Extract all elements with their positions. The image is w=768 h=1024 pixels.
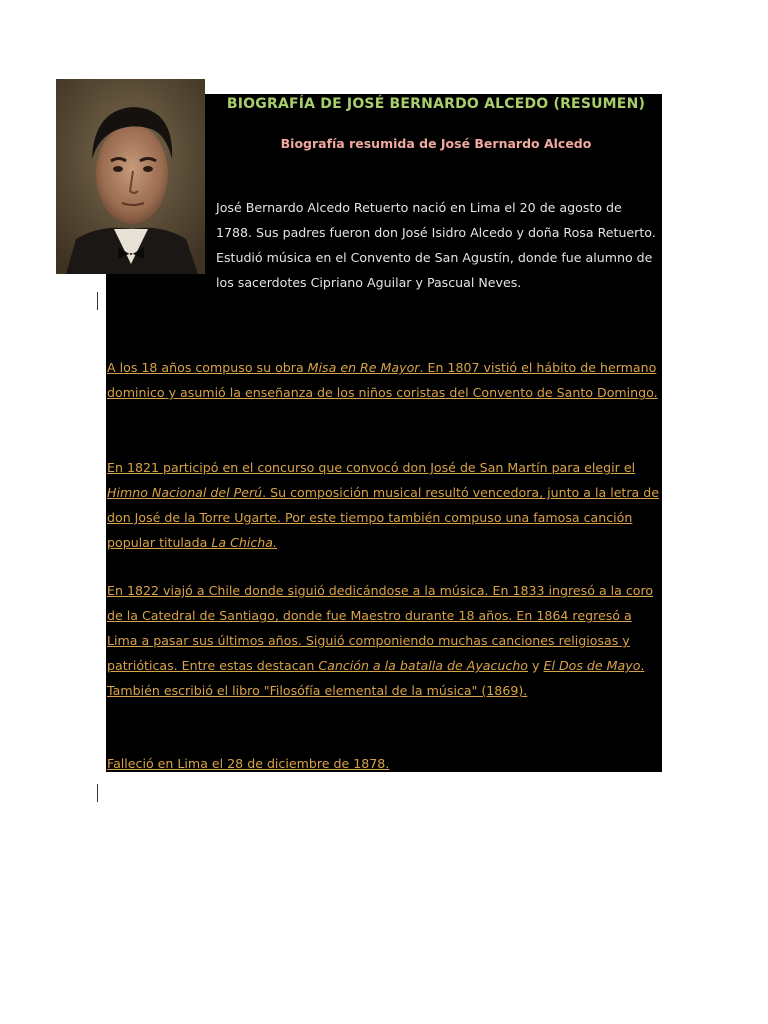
p3-song-title-2[interactable]: El Dos de Mayo xyxy=(543,658,641,673)
p3-text-b[interactable]: . También escribió el libro "Filosófía elemental de la música" (1869). xyxy=(107,658,645,698)
paragraph-3-link[interactable] xyxy=(107,578,663,703)
paragraph-2-link[interactable] xyxy=(107,455,663,555)
p1-text-b[interactable]: . En 1807 vistió el hábito de hermano dominico y asumió la enseñanza de los niños coristas del Convento de Santo Domingo. xyxy=(107,360,658,400)
p1-text-a[interactable]: A los 18 años compuso su obra xyxy=(107,360,308,375)
p3-text-a[interactable]: En 1822 viajó a Chile donde siguió dedicándose a la música. En 1833 ingresó a la coro de la Catedral de Santiago, donde fue Maestro durante 18 años. En 1864 regresó a Lima a pasar sus últimos años. Siguió componiendo muchas canciones religiosas y patrióticas. Entre estas destacan xyxy=(107,583,654,673)
intro-paragraph: José Bernardo Alcedo Retuerto nació en Lima el 20 de agosto de 1788. Sus padres fueron don José Isidro Alcedo y doña Rosa Retuerto. Estudió música en el Convento de San Agustín, donde fue alumno de los sacerdotes Cipriano Aguilar y Pascual Neves. xyxy=(216,200,656,290)
p3-text-mid: y xyxy=(528,658,544,673)
p2-text-a[interactable]: En 1821 participó en el concurso que convocó don José de San Martín para elegir el xyxy=(107,460,636,475)
document-title: BIOGRAFÍA DE JOSÉ BERNARDO ALCEDO (RESUMEN) xyxy=(226,96,646,112)
p2-song-title[interactable]: La Chicha. xyxy=(211,535,278,550)
p2-anthem-title[interactable]: Himno Nacional del Perú xyxy=(107,485,263,500)
text-cursor xyxy=(97,784,98,802)
text-cursor xyxy=(97,292,98,310)
document-subtitle: Biografía resumida de José Bernardo Alcedo xyxy=(280,136,592,151)
portrait-image xyxy=(56,79,205,274)
p3-song-title-1[interactable]: Canción a la batalla de Ayacucho xyxy=(318,658,529,673)
p2-text-b[interactable]: . Su composición musical resultó vencedora, junto a la letra de don José de la Torre Ugarte. Por este tiempo también compuso una famosa canción popular titulada xyxy=(107,485,660,550)
paragraph-1-link[interactable] xyxy=(107,355,663,405)
p1-work-title[interactable]: Misa en Re Mayor xyxy=(307,360,420,375)
p4-text-a[interactable]: Falleció en Lima el 28 de diciembre de 1878. xyxy=(107,756,390,771)
paragraph-4-link[interactable] xyxy=(107,751,663,776)
